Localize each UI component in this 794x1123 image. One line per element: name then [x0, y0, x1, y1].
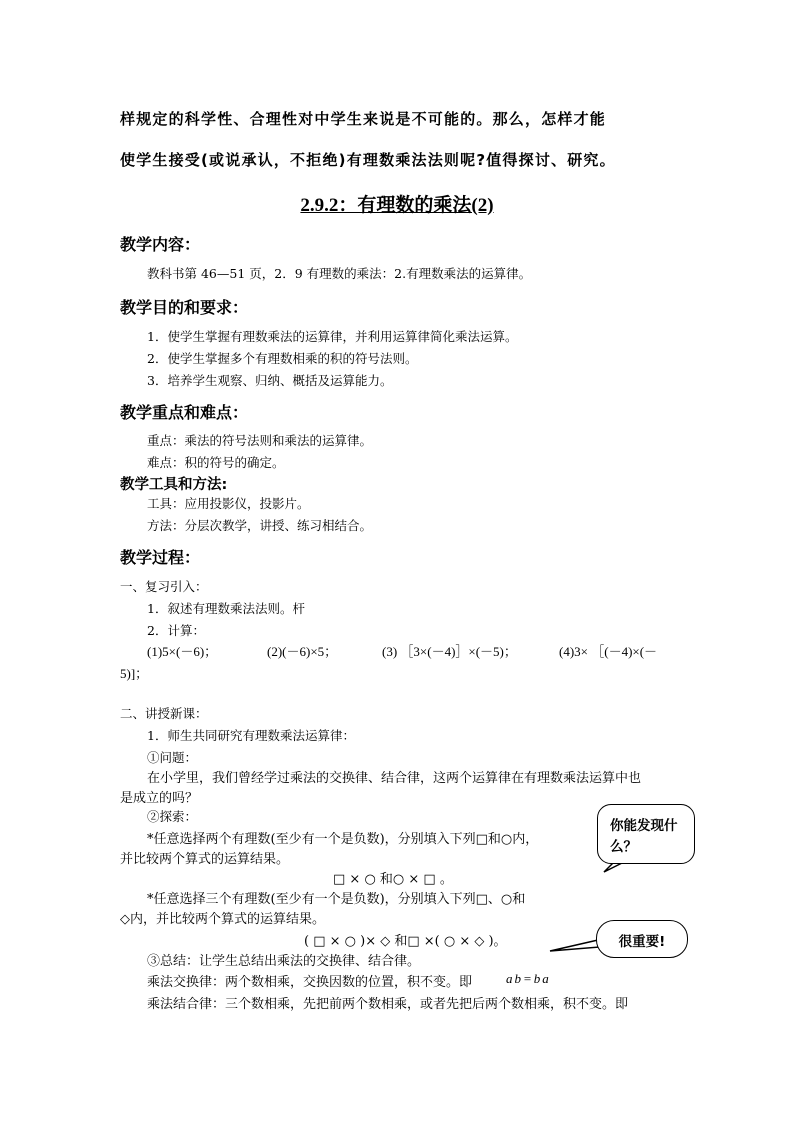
new-lesson-item-1: 1．师生共同研究有理数乘法运算律：: [147, 728, 355, 743]
tools-heading: 教学工具和方法:: [120, 477, 228, 493]
review-title: 一、复习引入：: [120, 579, 208, 594]
tools-text: 工具：应用投影仪，投影片。: [147, 496, 310, 511]
goals-heading: 教学目的和要求：: [120, 298, 249, 317]
calc-1: (1)5×(－6)；: [147, 644, 218, 659]
formula-commutative-boxes: □ × ○ 和○ × □ 。: [333, 872, 453, 887]
goal-item: 3．培养学生观察、归纳、概括及运算能力。: [147, 373, 393, 388]
question-text-2: 是成立的吗？: [120, 791, 199, 806]
goal-item: 2．使学生掌握多个有理数相乘的积的符号法则。: [147, 351, 418, 366]
review-item-1: 1．叙述有理数乘法法则。杆: [147, 601, 305, 616]
explore-2-line-1: *任意选择三个有理数(至少有一个是负数)，分别填入下列□、○和: [147, 892, 526, 907]
explore-label: ②探索：: [147, 809, 198, 824]
new-lesson-title: 二、讲授新课：: [120, 706, 208, 721]
calc-4-continued: 5)]；: [120, 666, 149, 681]
summary-text: ③总结：让学生总结出乘法的交换律、结合律。: [147, 954, 421, 969]
question-text-1: 在小学里，我们曾经学过乘法的交换律、结合律，这两个运算律在有理数乘法运算中也: [147, 771, 642, 786]
calc-2: (2)(－6)×5；: [267, 644, 338, 659]
discover-bubble-line-1: 你能发现什: [610, 818, 678, 834]
method-text: 方法：分层次教学，讲授、练习相结合。: [147, 518, 373, 533]
commutative-law-formula: ab=ba: [506, 971, 551, 986]
lesson-title: 2.9.2：有理数的乘法(2): [300, 195, 494, 216]
important-bubble-tail: [550, 940, 600, 951]
discover-speech-bubble: [597, 804, 695, 864]
important-bubble-text: 很重要!: [618, 934, 666, 950]
intro-line-2: 使学生接受(或说承认，不拒绝)有理数乘法法则呢?值得探讨、研究。: [120, 151, 616, 169]
keypoints-heading: 教学重点和难点：: [120, 403, 249, 422]
discover-bubble-line-2: 么？: [610, 839, 637, 855]
process-heading: 教学过程：: [120, 548, 201, 567]
formula-associative-boxes: ( □ × ○ )× ◇ 和□ ×( ○ × ◇ )。: [304, 934, 507, 949]
content-heading: 教学内容：: [120, 235, 201, 254]
explore-1-line-2: 并比较两个算式的运算结果。: [120, 852, 290, 867]
content-text: 教科书第 46—51 页，2．9 有理数的乘法：2.有理数乘法的运算律。: [147, 266, 532, 281]
key-point-text: 重点：乘法的符号法则和乘法的运算律。: [147, 433, 373, 448]
important-speech-bubble: [596, 920, 688, 958]
goal-item: 1．使学生掌握有理数乘法的运算律，并利用运算律简化乘法运算。: [147, 329, 518, 344]
commutative-law-text: 乘法交换律：两个数相乘，交换因数的位置，积不变。即: [147, 975, 473, 990]
difficult-point-text: 难点：积的符号的确定。: [147, 455, 285, 470]
review-item-2: 2．计算：: [147, 623, 205, 638]
calc-4: (4)3× ［(－4)×(－: [559, 644, 658, 659]
explore-2-line-2: ◇内，并比较两个算式的运算结果。: [120, 912, 325, 927]
question-label: ①问题：: [147, 750, 198, 765]
explore-1-line-1: *任意选择两个有理数(至少有一个是负数)，分别填入下列□和○内，: [147, 832, 539, 847]
associative-law-text: 乘法结合律：三个数相乘，先把前两个数相乘，或者先把后两个数相乘，积不变。即: [147, 997, 629, 1012]
intro-line-1: 样规定的科学性、合理性对中学生来说是不可能的。那么，怎样才能: [120, 110, 607, 128]
calc-3: (3) ［3×(－4)］×(－5)；: [382, 644, 517, 659]
